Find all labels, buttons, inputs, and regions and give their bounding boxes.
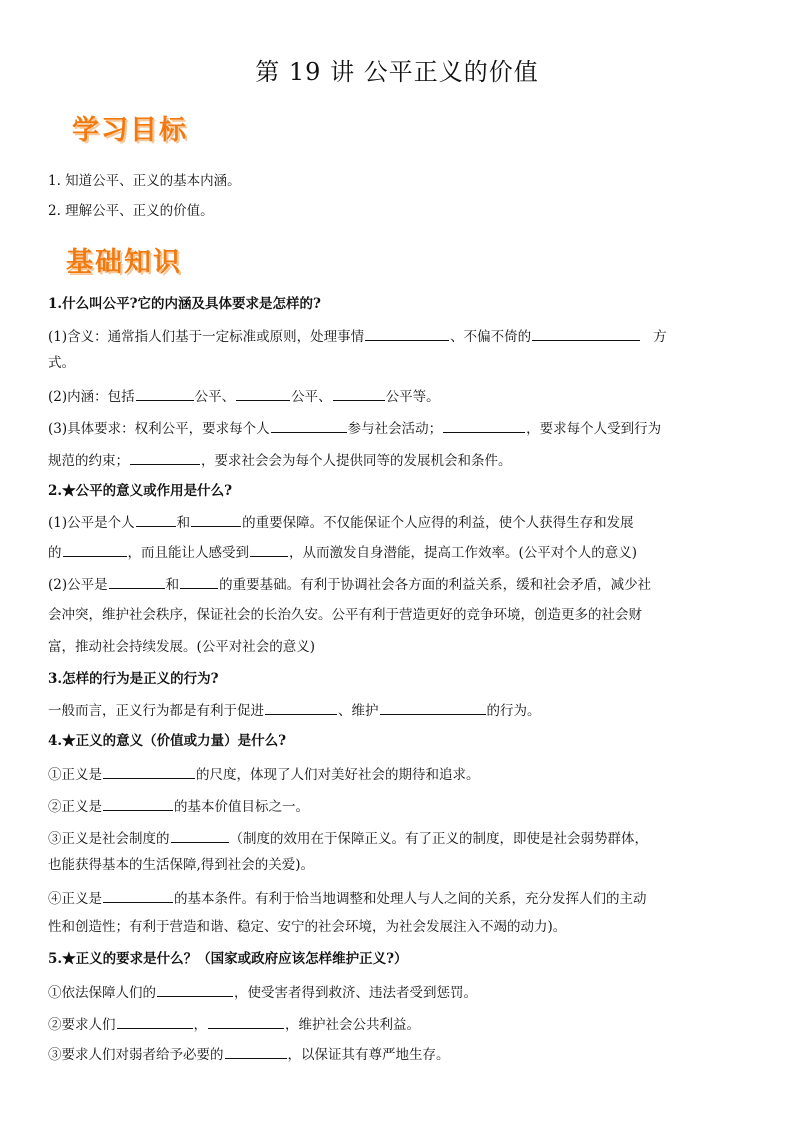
text: (1)含义：通常指人们基于一定标准或原则，处理事情 bbox=[48, 329, 365, 345]
text: 公平、 bbox=[291, 389, 332, 405]
question-line: 性和创造性；有利于营造和谐、稳定、安宁的社会环境，为社会发展注入不竭的动力)。 bbox=[48, 919, 567, 935]
fill-blank[interactable] bbox=[443, 418, 525, 433]
question-line bbox=[48, 796, 748, 816]
text: 和 bbox=[176, 515, 191, 531]
text: 的行为。 bbox=[486, 703, 541, 719]
question-title: 5.★正义的要求是什么？（国家或政府应该怎样维护正义?） bbox=[48, 951, 408, 967]
text: 公平、 bbox=[194, 389, 236, 405]
fill-blank[interactable] bbox=[103, 764, 195, 779]
question-line bbox=[48, 888, 748, 908]
question-line bbox=[48, 386, 748, 406]
question-line bbox=[48, 574, 748, 594]
fill-blank[interactable] bbox=[117, 1014, 193, 1029]
text: ，以保证其有尊严地生存。 bbox=[287, 1047, 450, 1063]
question-line: 式。 bbox=[48, 355, 75, 371]
question-title: 3.怎样的行为是正义的行为? bbox=[48, 671, 219, 687]
text: ①依法保障人们的 bbox=[48, 985, 156, 1001]
text: (2)内涵：包括 bbox=[48, 389, 135, 405]
objective-item: 1. 知道公平、正义的基本内涵。 bbox=[48, 173, 241, 189]
question-line bbox=[48, 418, 748, 438]
question-line bbox=[48, 450, 748, 470]
fill-blank[interactable] bbox=[180, 574, 218, 589]
fill-blank[interactable] bbox=[136, 512, 176, 527]
question-title: 1.什么叫公平?它的内涵及具体要求是怎样的? bbox=[48, 296, 321, 312]
text: 规范的约束； bbox=[48, 453, 129, 469]
fill-blank[interactable] bbox=[365, 326, 449, 341]
text: 一般而言，正义行为都是有利于促进 bbox=[48, 703, 264, 719]
text: 的基本条件。有利于恰当地调整和处理人与人之间的关系，充分发挥人们的主动 bbox=[174, 891, 647, 907]
question-line: 富，推动社会持续发展。(公平对社会的意义) bbox=[48, 639, 316, 655]
question-line: 会冲突，维护社会秩序，保证社会的长治久安。公平有利于营造更好的竞争环境，创造更多的社会财 bbox=[48, 607, 642, 623]
fill-blank[interactable] bbox=[191, 512, 241, 527]
question-line bbox=[48, 700, 748, 720]
text: ③正义是社会制度的 bbox=[48, 831, 170, 847]
text: （制度的效用在于保障正义。有了正义的制度，即使是社会弱势群体， bbox=[229, 831, 648, 847]
text: ，从而激发自身潜能，提高工作效率。(公平对个人的意义) bbox=[289, 545, 638, 561]
section-heading-basics: 基础知识 bbox=[66, 247, 182, 278]
text: 方 bbox=[653, 329, 667, 345]
text: 的重要保障。不仅能保证个人应得的利益，使个人获得生存和发展 bbox=[242, 515, 634, 531]
text: 和 bbox=[165, 577, 180, 593]
question-line bbox=[48, 1014, 748, 1034]
text: 的重要基础。有利于协调社会各方面的利益关系，缓和社会矛盾，减少社 bbox=[219, 577, 652, 593]
fill-blank[interactable] bbox=[136, 386, 194, 401]
text: 公平等。 bbox=[385, 389, 440, 405]
question-line bbox=[48, 982, 748, 1002]
question-line bbox=[48, 512, 748, 532]
text: 、维护 bbox=[338, 703, 379, 719]
fill-blank[interactable] bbox=[157, 982, 233, 997]
fill-blank[interactable] bbox=[236, 386, 290, 401]
text: (1)公平是个人 bbox=[48, 515, 135, 531]
question-line bbox=[48, 764, 748, 784]
text: (3)具体要求：权利公平，要求每个人 bbox=[48, 421, 270, 437]
question-title: 4.★正义的意义（价值或力量）是什么? bbox=[48, 733, 287, 749]
fill-blank[interactable] bbox=[265, 700, 337, 715]
text: ①正义是 bbox=[48, 767, 102, 783]
fill-blank[interactable] bbox=[250, 542, 288, 557]
fill-blank[interactable] bbox=[63, 542, 127, 557]
question-title: 2.★公平的意义或作用是什么? bbox=[48, 483, 233, 499]
text: 的基本价值目标之一。 bbox=[174, 799, 309, 815]
question-line: 也能获得基本的生活保障,得到社会的关爱)。 bbox=[48, 857, 315, 873]
objective-item: 2. 理解公平、正义的价值。 bbox=[48, 203, 214, 219]
question-line bbox=[48, 326, 748, 346]
fill-blank[interactable] bbox=[333, 386, 385, 401]
fill-blank[interactable] bbox=[103, 888, 173, 903]
fill-blank[interactable] bbox=[271, 418, 347, 433]
fill-blank[interactable] bbox=[109, 574, 165, 589]
text: ，要求每个人受到行为 bbox=[526, 421, 662, 437]
fill-blank[interactable] bbox=[130, 450, 200, 465]
text: 参与社会活动； bbox=[347, 421, 443, 437]
text: ，要求社会会为每个人提供同等的发展机会和条件。 bbox=[201, 453, 512, 469]
page-title: 第 19 讲 公平正义的价值 bbox=[255, 58, 539, 86]
fill-blank[interactable] bbox=[225, 1044, 287, 1059]
section-heading-objectives: 学习目标 bbox=[72, 115, 188, 146]
text: 的 bbox=[48, 545, 62, 561]
text: (2)公平是 bbox=[48, 577, 108, 593]
text: ②要求人们 bbox=[48, 1017, 116, 1033]
text: ，而且能让人感受到 bbox=[127, 545, 249, 561]
text: ，使受害者得到救济、违法者受到惩罚。 bbox=[234, 985, 477, 1001]
fill-blank[interactable] bbox=[103, 796, 173, 811]
fill-blank[interactable] bbox=[171, 828, 229, 843]
fill-blank[interactable] bbox=[380, 700, 486, 715]
text: ，维护社会公共利益。 bbox=[285, 1017, 420, 1033]
text: 、不偏不倚的 bbox=[450, 329, 532, 345]
question-line bbox=[48, 1044, 748, 1064]
text: ③要求人们对弱者给予必要的 bbox=[48, 1047, 224, 1063]
text: ④正义是 bbox=[48, 891, 102, 907]
fill-blank[interactable] bbox=[532, 326, 640, 341]
text: 的尺度，体现了人们对美好社会的期待和追求。 bbox=[196, 767, 480, 783]
text: ， bbox=[193, 1017, 207, 1033]
question-line bbox=[48, 542, 748, 562]
fill-blank[interactable] bbox=[208, 1014, 284, 1029]
text: ②正义是 bbox=[48, 799, 102, 815]
question-line bbox=[48, 828, 748, 848]
